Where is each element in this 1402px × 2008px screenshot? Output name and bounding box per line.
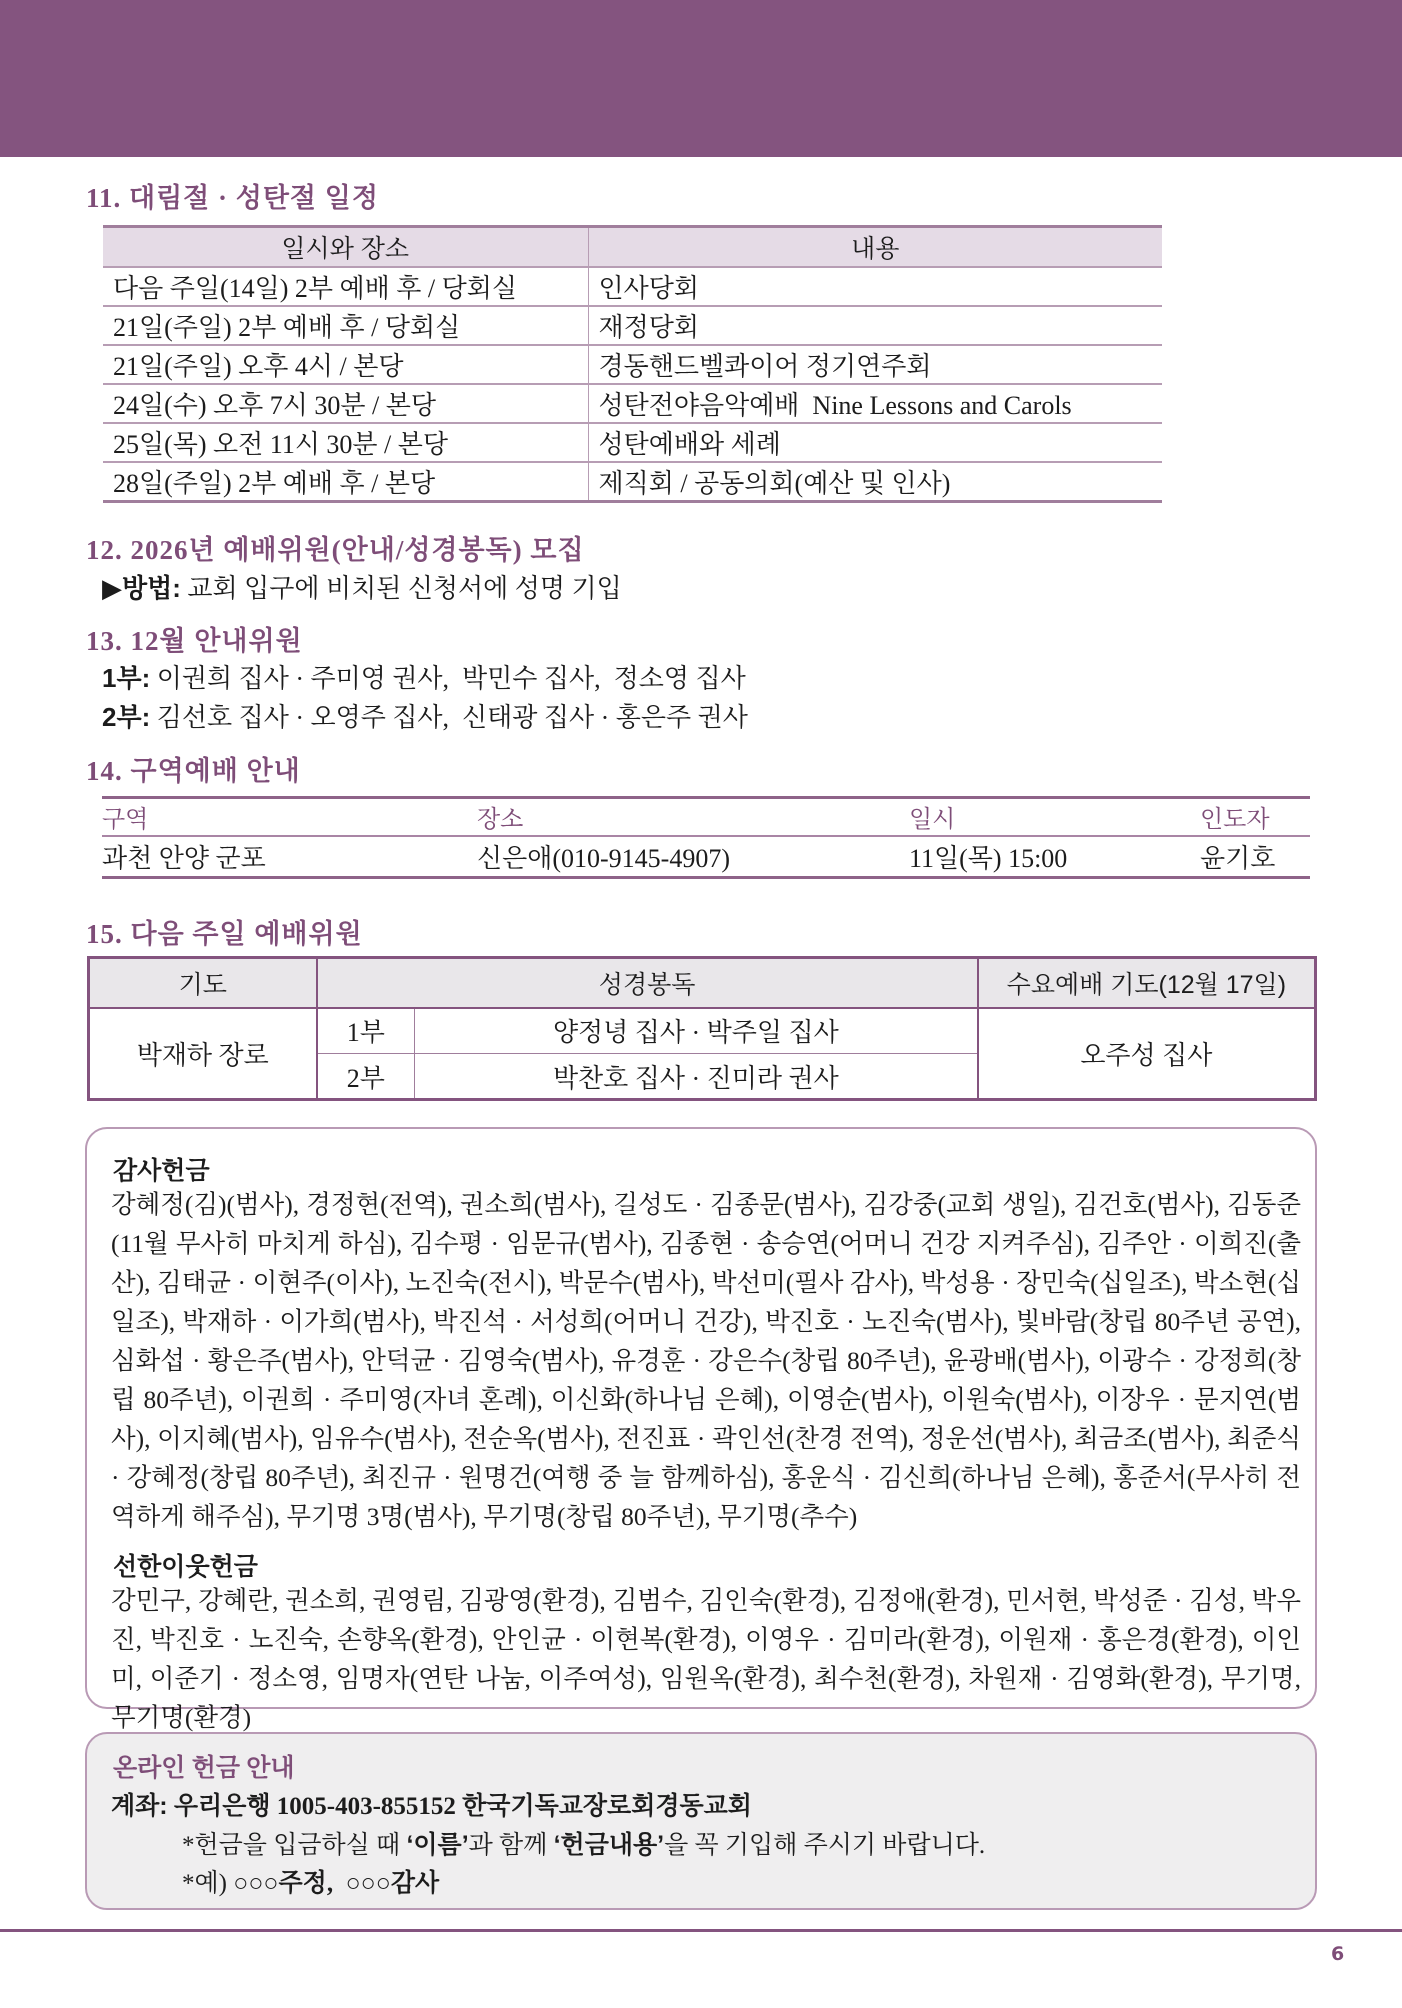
table-row [89, 1008, 1316, 1054]
section-12-title: 12. 2026년 예배위원(안내/성경봉독) 모집 [86, 535, 585, 565]
note-text: *헌금을 입금하실 때 [182, 1832, 407, 1859]
table-row [103, 267, 1162, 306]
district-worship-table [102, 796, 1310, 879]
cell-content: 인사당회 [588, 267, 1162, 306]
table-row [103, 462, 1162, 502]
col-header-place: 장소 [477, 798, 909, 836]
cell-content: 성탄예배와 세례 [588, 423, 1162, 462]
section-14-title: 14. 구역예배 안내 [86, 756, 301, 786]
example-text: ○○○주정, ○○○감사 [233, 1870, 440, 1897]
cell-date-place: 28일(주일) 2부 예배 후 / 본당 [103, 462, 588, 502]
table-row [103, 423, 1162, 462]
cell-datetime: 11일(목) 15:00 [909, 836, 1200, 878]
note-text: 을 꼭 기입해 주시기 바랍니다. [664, 1832, 986, 1859]
cell-part: 1부 [317, 1008, 415, 1054]
usher-line-2 [102, 697, 748, 734]
footer-divider [0, 1929, 1402, 1932]
thanks-offering-title: 감사헌금 [113, 1157, 210, 1185]
section-15-title: 15. 다음 주일 예배위원 [86, 919, 363, 949]
offerings-box [85, 1127, 1317, 1732]
usher-names: 이권희 집사 · 주미영 권사, 박민수 집사, 정소영 집사 [150, 664, 746, 693]
note-name-emphasis: ‘이름’ [406, 1831, 469, 1859]
online-offering-box [85, 1732, 1317, 1910]
note-content-emphasis: ‘헌금내용’ [553, 1831, 665, 1859]
col-header-leader: 인도자 [1200, 798, 1310, 836]
usher-line-1 [102, 658, 746, 695]
example-label: *예) [182, 1870, 234, 1897]
section-13-title: 13. 12월 안내위원 [86, 626, 303, 656]
table-row [103, 345, 1162, 384]
neighbor-offering-list: 강민구, 강혜란, 권소희, 권영림, 김광영(환경), 김범수, 김인숙(환경), 김정애(환경), 민서현, 박성준 · 김성, 박우진, 박진호 · 노진숙, 손향옥(환경), 안인균 · 이현복(환경), 이영우 · 김미라(환경), 이원재 · 홍은경(환경), 이인미, 이준기 · 정소영, 임명자(연탄 나눔, 이주여성), 임원옥(환경), 최수천(환경), 차원재 · 김영화(환경), 무기명, 무기명(환경) [111, 1586, 1301, 1732]
recruit-method [102, 568, 622, 605]
col-header-reading: 성경봉독 [317, 958, 978, 1008]
table-row [102, 836, 1310, 878]
method-text: 교회 입구에 비치된 신청서에 성명 기입 [180, 574, 622, 603]
table-header-row [103, 227, 1162, 267]
cell-date-place: 21일(주일) 2부 예배 후 / 당회실 [103, 306, 588, 345]
thanks-offering-list: 강혜정(김)(범사), 경정현(전역), 권소희(범사), 길성도 · 김종문(범사), 김강중(교회 생일), 김건호(범사), 김동준(11월 무사히 마치게 하심), 김수평 · 임문규(범사), 김종현 · 송승연(어머니 건강 지켜주심), 김주안 · 이희진(출산), 김태균 · 이현주(이사), 노진숙(전시), 박문수(범사), 박선미(필사 감사), 박성용 · 장민숙(십일조), 박소현(십일조), 박재하 · 이가희(범사), 박진석 · 서성희(어머니 건강), 박진호 · 노진숙(범사), 빛바람(창립 80주년 공연), 심화섭 · 황은주(범사), 안덕균 · 김영숙(범사), 유경훈 · 강은수(창립 80주년), 윤광배(범사), 이광수 · 강정희(창립 80주년), 이권희 · 주미영(자녀 혼례), 이신화(하나님 은혜), 이영순(범사), 이원숙(범사), 이장우 · 문지연(범사), 이지혜(범사), 임유수(범사), 전순옥(범사), 전진표 · 곽인선(찬경 전역), 정운선(범사), 최금조(범사), 최준식 · 강혜정(창립 80주년), 최진규 · 원명건(여행 중 늘 함께하심), 홍운식 · 김신희(하나님 은혜), 홍준서(무사히 전역하게 해주심), 무기명 3명(범사), 무기명(창립 80주년), 무기명(추수) [111, 1190, 1301, 1531]
section-11-title: 11. 대림절 · 성탄절 일정 [86, 183, 379, 213]
part-label: 1부: [102, 663, 151, 693]
col-header-datetime: 일시 [909, 798, 1200, 836]
cell-content: 재정당회 [588, 306, 1162, 345]
cell-date-place: 다음 주일(14일) 2부 예배 후 / 당회실 [103, 267, 588, 306]
cell-prayer-leader: 박재하 장로 [89, 1008, 317, 1100]
table-row [103, 384, 1162, 423]
cell-part: 2부 [317, 1054, 415, 1100]
cell-date-place: 25일(목) 오전 11시 30분 / 본당 [103, 423, 588, 462]
cell-place: 신은애(010-9145-4907) [477, 836, 909, 878]
example-note [182, 1863, 439, 1899]
cell-leader: 윤기호 [1200, 836, 1310, 878]
cell-content: 성탄전야음악예배 Nine Lessons and Carols [588, 384, 1162, 423]
table-header-row [89, 958, 1316, 1008]
cell-district: 과천 안양 군포 [102, 836, 477, 878]
col-header-prayer: 기도 [89, 958, 317, 1008]
cell-date-place: 21일(주일) 오후 4시 / 본당 [103, 345, 588, 384]
part-label: 2부: [102, 702, 151, 732]
page-number: 6 [1331, 1943, 1345, 1965]
table-header-row [102, 798, 1310, 836]
note-text: 과 함께 [468, 1832, 554, 1859]
header-banner [0, 0, 1402, 157]
neighbor-offering-title: 선한이웃헌금 [113, 1553, 258, 1581]
cell-readers: 양정녕 집사 · 박주일 집사 [415, 1008, 978, 1054]
table-row [103, 306, 1162, 345]
next-week-servers-table [87, 956, 1317, 1101]
col-header-content: 내용 [588, 227, 1162, 267]
account-label: 계좌: [111, 1792, 168, 1820]
col-header-district: 구역 [102, 798, 477, 836]
cell-date-place: 24일(수) 오후 7시 30분 / 본당 [103, 384, 588, 423]
cell-content: 경동핸드벨콰이어 정기연주회 [588, 345, 1162, 384]
deposit-note [182, 1825, 985, 1861]
online-offering-title: 온라인 헌금 안내 [113, 1755, 295, 1782]
col-header-date-place: 일시와 장소 [103, 227, 588, 267]
cell-content: 제직회 / 공동의회(예산 및 인사) [588, 462, 1162, 502]
method-label: ▶방법: [102, 573, 181, 603]
advent-schedule-table [103, 225, 1162, 503]
cell-readers: 박찬호 집사 · 진미라 권사 [415, 1054, 978, 1100]
cell-wednesday-prayer: 오주성 집사 [978, 1008, 1316, 1100]
account-line [111, 1786, 752, 1822]
col-header-wednesday-prayer: 수요예배 기도(12월 17일) [978, 958, 1316, 1008]
account-text: 우리은행 1005-403-855152 한국기독교장로회경동교회 [167, 1793, 752, 1820]
usher-names: 김선호 집사 · 오영주 집사, 신태광 집사 · 홍은주 권사 [150, 703, 748, 732]
